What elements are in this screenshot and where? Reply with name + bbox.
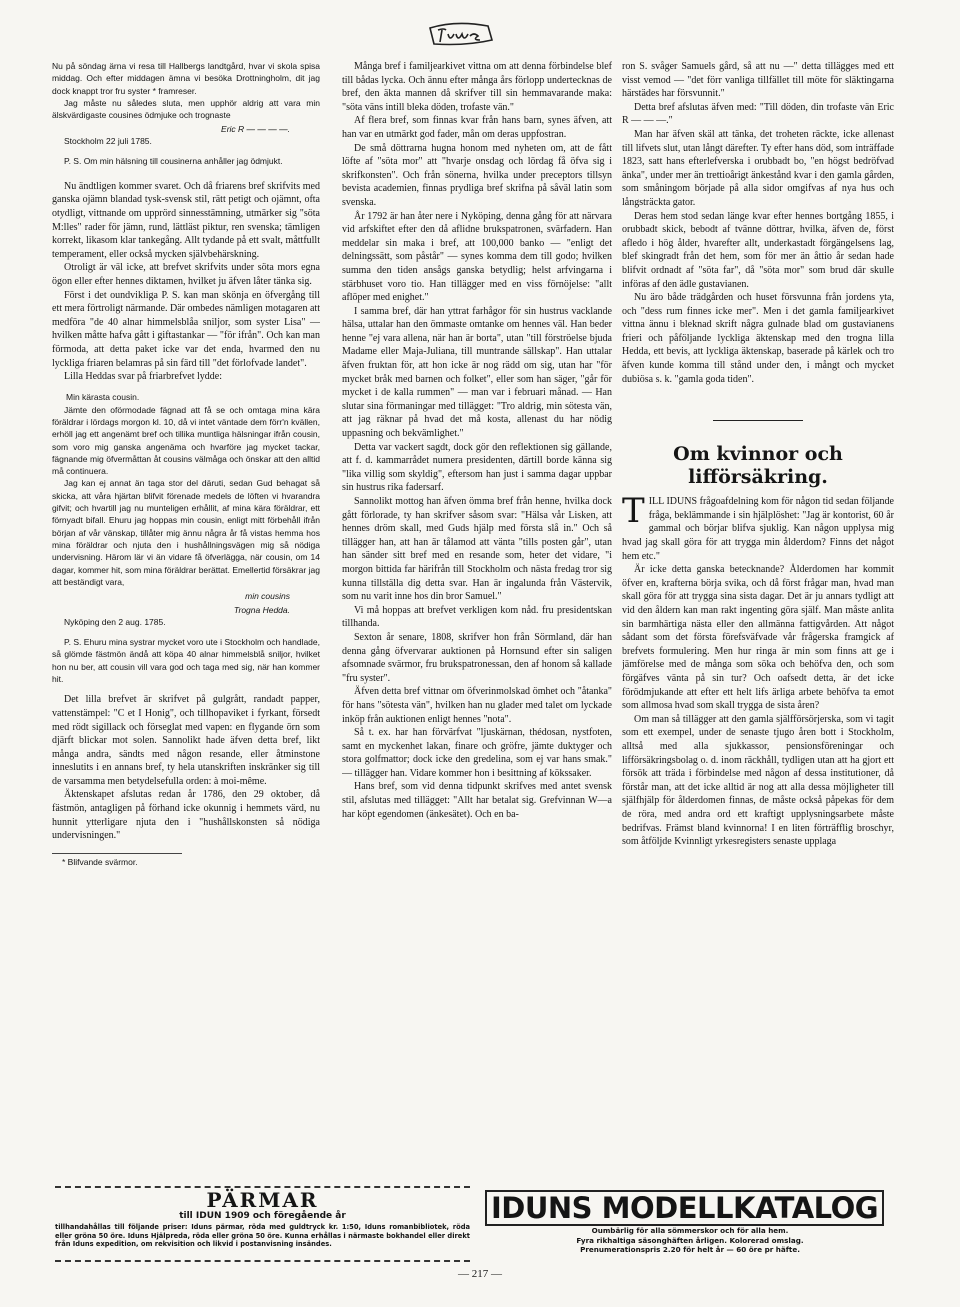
paragraph: I samma bref, där han yttrat farhågor för sin hustrus vacklande hälsa, uttalar han den ömmaste omtanke om hennes väl. Han beder henne "ej vara allena, när han är borta", utan "till förströelse bjuda Madame eller Maja-Juliana, till muntrande sällskap". Han uttalar äfven fruktan för, att hon icke är nog rädd om sig, utan har "för mycket bråk med barnen och folket", eller som han säger, "går för mycket i de kalla rummen" — man var i februari månad. — Han slutar sina förmaningar med tillägget: "Tro aldrig, min sötesta vän, att jag räknar på hvad det må kosta, allenast du har nödig uppasning och bekvämlighet."	[342, 305, 612, 440]
signature: Trogna Hedda.	[233, 605, 290, 616]
paragraph: Lilla Heddas svar på friarbrefvet lydde:	[64, 371, 222, 383]
ad-subtitle: till IDUN 1909 och föregående år	[179, 1211, 346, 1221]
article-heading: Om kvinnor och lifförsäkring.	[673, 443, 843, 489]
paragraph	[622, 491, 894, 563]
ad-line: Fyra rikhaltiga säsonghäften årligen. Kolorerad omslag.	[576, 1235, 804, 1245]
paragraph: Af flera bref, som finnas kvar från hans barn, synes äfven, att han var en utmärkt god fader, mån om deras uppfostran.	[342, 115, 612, 140]
paragraph: De små döttrarna hugna honom med nyheten om, att de fått löfte af "söta mor" att "hvarje onsdag och lördag få öfva sig i skrifkonsten". Och från sönerna, hvilka under preceptors tillsyn bevista academien, finnas prydliga bref skrifna på såväl latin som svenska.	[342, 142, 612, 208]
postscript: P. S. Ehuru mina systrar mycket voro ute i Stockholm och handlade, så glömde fästmön ändå att köpa 40 alnar himmelsblå sniljor, hvilket hon nu ber, att cousin vill vara god och taga med sig, när han kommer hit.	[52, 637, 320, 685]
ad-body: tillhandahållas till följande priser: Iduns pärmar, röda med guldtryck kr. 1:50, Iduns romanbibliotek, röda eller gröna 50 öre. Iduns Hjälpreda, röda eller gröna 50 öre. Kunna erhållas i närmaste bokhandel eller direkt från Iduns expedition, om rekvisition och likvid i postanvisning insändes.	[55, 1223, 470, 1248]
ad-title: PÄRMAR	[206, 1188, 319, 1212]
paragraph: Detta var vackert sagdt, dock gör den reflektionen sig gällande, att f. d. kammarrådet numera presidenten, därtill borde känna sig "lika villig som skyldig", eftersom han just i samma dagar uppbar sin hustrus rika fadersarf.	[342, 441, 612, 494]
iduns-logo	[426, 22, 496, 48]
paragraph: Sexton år senare, 1808, skrifver hon från Sörmland, där han denna gång öfvervarar auktionen på Hornsund efter sin saligen afsomnade svärmor, fru brukspatronessan, den af honom så kallade "fru syster".	[342, 631, 612, 684]
footnote: * Blifvande svärmor.	[52, 853, 182, 867]
paragraph: Jag måste nu således sluta, men upphör aldrig att vara min älskvärdigaste cousines ödmjuke och trognaste	[52, 97, 320, 121]
paragraph: Många bref i familjearkivet vittna om att denna förbindelse blef till bådas lycka. Och ännu efter många års förlopp undertecknas de bref, den äkta mannen då skrifver till sin hemmavarande maka: "söta väns intill bleka döden, trofaste vän."	[342, 61, 612, 113]
paragraph: Nu på söndag ärna vi resa till Hallbergs landtgård, hvar vi skola spisa middag. Och efter middagen ämna vi besöka Drottningholm, dit jag dock knappt tror fru syster * framreser.	[52, 61, 320, 96]
paragraph: Äfven detta bref vittnar om öfverinmolskad ömhet och "åtanka" för hans "sötesta vän", hvilken han nu glader med talet om lyckade inköp från auktionen enligt hennes "nota".	[342, 686, 612, 725]
paragraph: Deras hem stod sedan länge kvar efter hennes bortgång 1855, i orubbadt skick, bebodt af tvänne döttrar, hvilka, äfven de, först afledo i hög ålder, hvarefter allt, underkastadt förgängelsens lag, blef skingradt från det hem, som för mer än åttio år sedan hade blifvit ordnadt af "söta far", då "söta mor" som brud där skulle införas af den ädle gustavianen.	[622, 210, 894, 290]
paragraph: Hans bref, som vid denna tidpunkt skrifves med antet svensk stil, afslutas med tillägget: "Allt har betalat sig. Grefvinnan W—a har köpt egendomen (änkesätet). Och en ba-	[342, 781, 612, 820]
paragraph-text: ILL IDUNS frågoafdelning kom för någon tid sedan följande fråga, beklämmande i sin hjälplöshet: "Jag är kontorist, 60 år gammal och börjar blifva sjuklig. Kan någon upplysa mig hvad jag skall göra för att trygga min ålderdom? Finns det något hem etc."	[622, 496, 894, 562]
advertisement-modellkatalog	[485, 1186, 895, 1258]
paragraph: Vi må hoppas att brefvet verkligen kom nåd. fru presidentskan tillhanda.	[342, 604, 612, 630]
letter-date: Stockholm 22 juli 1785.	[64, 136, 152, 147]
paragraph: Det lilla brefvet är skrifvet på gulgrått, randadt papper, vattenstämpel: "C et I Honig", och tillhopaviket i fyrkant, försedt med rödt sigillack och förseglat med vapen: en flygande örn som djärft blickar mot solen. Sannolikt hade äfven detta bref, likt många andra, sändts med någon resande, eller åtminstone inneslutits i en annans bref, ty hela utanskriften inskränker sig till de varsamma men betydelsefulla orden: à moi-même.	[52, 694, 320, 787]
ad-line: Oumbärlig för alla sömmerskor och för alla hem.	[591, 1226, 789, 1235]
paragraph: Sannolikt mottog han äfven ömma bref från henne, hvilka dock gått förlorade, ty han skrifver såsom svar: "Hälsa vår Lisken, att hennes dröm skall, med Guds hjälp med första slå in." Och så tillägger han, att han är tålamod att vänta "tills posten går", utan han sänder sitt bref med en resande som, heter det vidare, "i morgon bittida far härifrån till Stockholm och nästa fredag tror sig kunna tillställa dig detta svar. Han är ingalunda från Västervik, som nu varit inne hos din bror Samuel."	[342, 496, 612, 603]
paragraph: Om man så tillägger att den gamla själfförsörjerska, som vi tagit som ett exempel, under de senaste tjugo åren bott i Stockholm, alltså med alla sjukkassor, pensionsföreningar och lifförsäkringsbolag o. d. inom räckhåll, tydligen utan att ha gjort ett försök att träda i förbindelse med någon af dessa institutioner, då förstår man, att det icke alltid är nog att alla dessa möjligheter till själfhjälp för ålderdomen finnas, de måste också påpekas för dem de röra, med andra ord ett kraftigt upplysningsarbete måste bedrifvas. Främst bland kvinnorna! I en liten förträfflig broschyr, som åtföljde Kvinnligt yrkesregisters senaste upplaga	[622, 713, 894, 848]
paragraph: Man har äfven skäl att tänka, det troheten räckte, icke allenast till lifvets slut, utan långt därefter. Ty efter hans död, som inträffade 1823, satt hans efterlefverska i orubbadt bo, "en högst bedröfvad änka", under mer än trettioårigt änkestånd kvar i den gamla gården, som småningom började på alla sidor omgifvas af nya hus och långsträckta gator.	[622, 128, 894, 208]
postscript: P. S. Om min hälsning till cousinerna anhåller jag ödmjukt.	[64, 156, 283, 167]
column-3	[622, 60, 894, 849]
signature: min cousins	[245, 591, 290, 602]
paragraph: Är icke detta ganska betecknande? Ålderdomen har kommit öfver en, krafterna börja svika, och då först frågar man, hvad man skall göra för att trygga sina sista dagar. Det är ju annars tydligt att vid den åldern kan man rakt ingenting göra själf. Man måste anlita sin barmhärtiga nästa eller den allmänna fattigvården. Att något sådant som det första förefsväfvade vår frågerska framgick af brefvets formulering. Men hur ringa är min som finns att ge i jämförelse med de många som söka och behöfva den, och som förgäfves vänta på sin tur? Och oafsedt detta, är det icke förödmjukande att efter ett helt lifs ärliga arbete behöfva ta emot som allmosa hvad som skall trygga de sista åren?	[622, 564, 894, 712]
paragraph: År 1792 är han åter nere i Nyköping, denna gång för att närvara vid arfskiftet efter den då aflidne brukspatronen, svärfadern. Han meddelar sin maka i bref, att 100,000 banko — "enligt det delningssätt, som påstår" — synes komma dem till godo; hvilken summa den tiden ansågs ganska betydlig; helst arfvingarna i stärbhuset voro tio. Han tillägger med en viss förnöjelse: "allt aflöper med enighet."	[342, 210, 612, 304]
paragraph: Nu äro både trädgården och huset försvunna från jordens yta, och "dess rum finnes icke mer". Men i det gamla familjearkivet vittna ännu i bleknad skrift några gulnade blad om gustavianens frieri och påföljande lyckliga äktenskap med den trogna lilla Hedda, ett bevis, att lyckliga äktenskap, baserade på kärlek och tro äfven kunde komma till stånd under den, i mångt och mycket dubiösa s. k. "gamla goda tiden".	[622, 292, 894, 385]
paragraph: Först i det oundvikliga P. S. kan man skönja en öfvergång till ett mera förtroligt närmande. Där ombedes nämligen motagaren att medföra "de 40 alnar himmelsblåa sniljor, som syster Lisa" — hvilken måtte hafva gått i giftastankar — "för ifrån". Och kan man förmoda, att detta paket icke var det enda, hvarmed den nu lyckliga friaren belamras på sin färd till "det förlofvade landet".	[52, 289, 320, 369]
letter-salutation: Min kärasta cousin.	[66, 391, 140, 402]
paragraph: Detta bref afslutas äfven med: "Till döden, din trofaste vän Eric R — — —."	[622, 101, 894, 127]
column-1	[52, 60, 320, 867]
section-divider	[713, 420, 803, 421]
page-number: — 217 —	[458, 1268, 502, 1280]
iduns-logo-mark	[426, 22, 496, 48]
column-2	[342, 60, 612, 821]
ad-line: Prenumerationspris 2.20 för helt år — 60 öre pr häfte.	[580, 1245, 800, 1254]
paragraph: Nu ändtligen kommer svaret. Och då friarens bref skrifvits med ganska ojämn blandad tysk-svensk stil, rätt petigt och ojämnt, ofta otydligt, vittnande om upprörd sinnesstämning, utmärker sig "söta M:lles" rader för jämn, rund, lättläst piktur, ren svenska; tämligen korrekt, likasom klar tankegång. Allt tydande på ett svalt, måttfullt temperament, eller också mycken självbehärskning.	[52, 180, 320, 260]
signature: Eric R — — — —.	[221, 124, 290, 135]
advertisement-parmar	[55, 1186, 470, 1262]
paragraph: Så t. ex. har han förvärfvat "ljuskärnan, thédosan, nystfoten, samt en myckenhet lakan, finare och gröfre, jämte duktyger och stora golfmattor; dock icke den gredelina, som ej var hans smak." — tillägger han. Vidare kommer hon i besittning af kökssaker.	[342, 727, 612, 779]
paragraph: Äktenskapet afslutas redan år 1786, den 29 oktober, då fästmön, antagligen på förhand icke okunnig i hemmets värd, nu hunnit ytterligare njuta den i "hushållskonsten så nödiga undervisningen."	[52, 789, 320, 842]
paragraph: Jag kan ej annat än taga stor del däruti, sedan Gud behagat så skicka, att våra hjärtan blifvit förenade medels de löften vi hvarandra gifvit; och hvartill jag nu munteligen erhållit, af mina kära föräldrar, ett förnyadt bifall. Ehuru jag hoppas min cousin, enligt mitt förbehåll ifrån början af vår vänskap, tillåter mig ännu några år få vistas hemma hos mina föräldrar och njuta den i hushållningsvägen mig så nödiga undervisning. Härom lär vi än vidare få öfverlägga, när cousin, om 14 dagar, kommer hit, som mina föräldrar berättat. Emellertid försäkrar jag att beständigt vara,	[52, 478, 320, 587]
drop-cap: T	[622, 491, 645, 532]
paragraph: ron S. svåger Samuels gård, så att nu —" detta tillägges med ett visst vemod — "det förr vanliga tillfället till möte för släktingarna härstädes har försvunnit."	[622, 61, 894, 100]
letter-date: Nyköping den 2 aug. 1785.	[64, 617, 166, 628]
ad-title: IDUNS MODELLKATALOG	[485, 1190, 884, 1226]
paragraph: Jämte den oförmodade fägnad att få se och omtaga mina kära föräldrar i lördags morgon kl. 10, då vi intet väntade dem förr'n kvällen, erhöll jag ett angenämt bref och tillika muntliga hälsningar ifrån cousin, som voro mig ganska angenäma och hvarföre jag mycket tackar, fägnande mig öfvermåttan åt cousins välmåga och önskar att den alltid må continuera.	[52, 404, 320, 477]
paragraph: Otroligt är väl icke, att brefvet skrifvits under söta mors egna ögon eller efter hennes diktamen, hvilket ju äfven låter tänka sig.	[52, 262, 320, 287]
